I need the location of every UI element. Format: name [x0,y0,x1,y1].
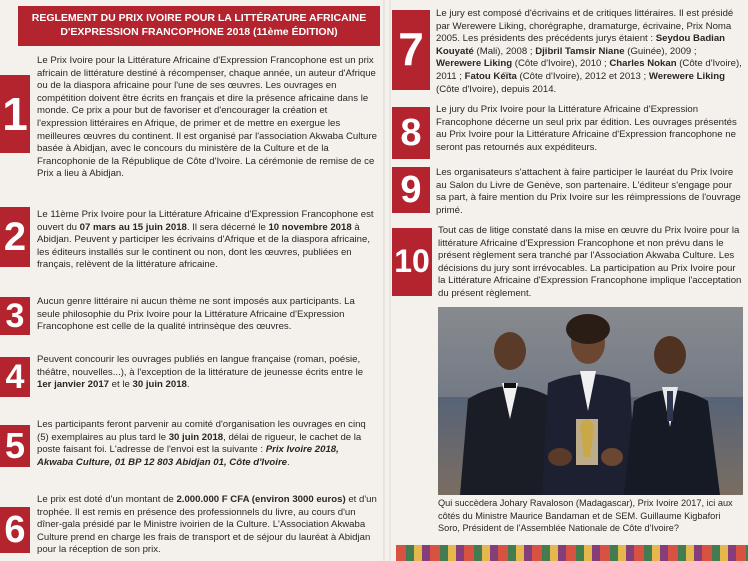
article-number-8-label: 8 [400,112,422,154]
article-4-part-3: . [186,379,190,391]
article-number-5 [0,425,30,467]
article-number-9-label: 9 [400,169,422,211]
article-4-end-date: 30 juin 2018 [132,379,187,391]
article-6-amount: 2.000.000 F CFA (environ 3000 euros) [176,494,346,505]
article-text-5 [37,419,377,469]
article-number-4-label: 4 [5,358,25,396]
article-2-part-3: à Abidjan. Peuvent y participer les écrivains d'Afrique et de la diaspora africaine, les éditeurs installés sur le continent ou non, dont les œuvres, publiées en français, relèvent de la littérature africaine. [37,221,370,271]
article-7-name-6: Werewere Liking [648,70,725,82]
article-text-1: Le Prix Ivoire pour la Littérature Africaine d'Expression Francophone est un prix africain de littérature destiné à récompenser, chaque année, un auteur d'Afrique ou de la diaspora africaine pour l'une de ses œuvres. Les ouvrages en compétition doivent être écrits en français et dire la présence africaine dans le monde. Ce prix a pour but de favoriser et d'encourager la création et l'expression littéraires en Afrique, de primer et de mettre en exergue les meilleures œuvres du continent. Il est organisé par l'association Akwaba Culture basée à Abidjan, avec le concours du ministère de la Culture et de la Francophonie de la République de Côte d'Ivoire. La cérémonie de remise de ce Prix a lieu à Abidjan. [37,55,377,180]
article-7-name-2: Djibril Tamsir Niane [535,45,625,57]
article-5-part-3: . [287,456,290,468]
article-2-award-date: 10 novembre 2018 [268,221,352,233]
article-number-7 [392,10,430,90]
article-5-address: Prix Ivoire 2018, Akwaba Culture, 01 BP 12 803 Abidjan 01, Côte d'Ivoire [37,444,339,468]
award-photo [438,307,743,495]
article-number-4 [0,357,30,397]
article-7-part-2: (Mali), 2008 ; [473,45,536,57]
article-4-part-2: et le [109,379,133,391]
article-number-1: 1 [0,75,30,153]
article-7-name-4: Charles Nokan [609,58,677,70]
article-7-name-5: Fatou Kéïta [464,70,517,82]
article-7-part-6: (Côte d'Ivoire), 2012 et 2013 ; [516,70,649,82]
article-7-part-1: Le jury est composé d'écrivains et de critiques littéraires. Il est présidé par Werewere Liking, chorégraphe, dramaturge, écrivaine, Prix Noma 2005. Les présidents des précédents jurys étaient : [436,8,734,45]
photo-caption: Qui succèdera Johary Ravaloson (Madagascar), Prix Ivoire 2017, ici aux côtés du Ministre Maurice Bandaman et de SEM. Guillaume Kigbafori Soro, Président de l'Assemblée Nationale de Côte d'Ivoire? [438,498,733,534]
article-number-9 [392,167,430,213]
person-middle [542,314,636,495]
article-text-6 [37,494,377,557]
article-7-part-4: (Côte d'Ivoire), 2010 ; [512,58,610,70]
article-number-3 [0,297,30,335]
photo-figures [438,307,743,495]
article-5-part-2: , délai de rigueur, le cachet de la poste faisant foi. L'adresse de l'envoi est la suivante : [37,431,362,456]
article-5-deadline: 30 juin 2018 [168,431,224,443]
header-line-2: D'EXPRESSION FRANCOPHONE 2018 (11ème ÉDITION) [60,26,338,38]
article-7-name-3: Werewere Liking [436,58,513,70]
article-text-9: Les organisateurs s'attachent à faire participer le lauréat du Prix Ivoire au Salon du Livre de Genève, son partenaire. L'éditeur s'engage pour sa part, à faire mention du Prix Ivoire sur les réimpressions de l'ouvrage primé. [436,167,741,216]
rules-header [18,6,380,46]
article-4-start-date: 1er janvier 2017 [37,379,110,391]
article-number-5-label: 5 [4,425,26,466]
article-number-10-label: 10 [394,243,430,279]
fabric-edge [396,545,748,561]
article-7-name-1: Seydou Badian Kouyaté [436,33,726,57]
article-7-part-5: (Côte d'Ivoire), 2011 ; [436,58,742,82]
article-text-7 [436,8,744,96]
article-number-10 [392,228,432,296]
article-number-6-label: 6 [4,509,26,551]
article-6-part-1: Le prix est doté d'un montant de [37,494,177,505]
article-7-part-7: (Côte d'Ivoire), depuis 2014. [436,83,557,95]
article-number-2-label: 2 [3,215,27,259]
article-number-6 [0,507,30,553]
article-text-10: Tout cas de litige constaté dans la mise en œuvre du Prix Ivoire pour la littérature Africaine d'Expression Francophone et non prévu dans le présent règlement sera tranché par l'Association Akwaba Culture. Les décisions du jury sont irrévocables. La participation au Prix Ivoire pour la Littérature Africaine d'Expression Francophone implique l'acceptation du présent règlement. [438,225,742,299]
article-5-part-1: Les participants feront parvenir au comité d'organisation les ouvrages en cinq (5) exemplaires au plus tard le [37,419,366,443]
article-number-7-label: 7 [398,23,424,75]
article-text-4 [37,354,377,392]
header-line-1: REGLEMENT DU PRIX IVOIRE POUR LA LITTÉRATURE AFRICAINE [31,12,367,24]
article-number-3-label: 3 [5,297,25,335]
article-6-part-2: et d'un trophée. Il est remis en présence des professionnels du livre, au cours d'un dîner-gala présidé par le Ministre ivoirien de la Culture. L'Association Akwaba Culture prend en charge les frais de transport et de séjour du lauréat à Abidjan pour la réception de son prix. [37,494,377,556]
article-text-3: Aucun genre littéraire ni aucun thème ne sont imposés aux participants. La seule philosophie du Prix Ivoire pour la Littérature Africaine d'Expression Francophone est celle de la qualité intrinsèque des œuvres. [37,296,355,333]
article-number-2 [0,207,30,267]
article-2-dates: 07 mars au 15 juin 2018 [79,221,187,233]
article-7-part-3: (Guinée), 2009 ; [624,45,697,57]
page-fold [383,0,391,561]
article-number-8 [392,107,430,159]
article-text-2 [37,209,377,272]
article-text-8: Le jury du Prix Ivoire pour la Littérature Africaine d'Expression Francophone décerne un seul prix par édition. Les ouvrages présentés au Prix Ivoire pour la Littérature Africaine d'Expression francophone ne seront pas retournés aux expéditeurs. [436,104,737,153]
article-2-part-1: Le 11ème Prix Ivoire pour la Littérature Africaine d'Expression Francophone est ouvert du [37,209,374,233]
article-2-part-2: . Il sera décerné le [186,221,269,233]
person-right [624,336,720,495]
article-4-part-1: Peuvent concourir les ouvrages publiés en langue française (roman, poésie, théâtre, nouvelles...), à l'exception de la littérature de jeunesse écrits entre le [37,354,364,378]
